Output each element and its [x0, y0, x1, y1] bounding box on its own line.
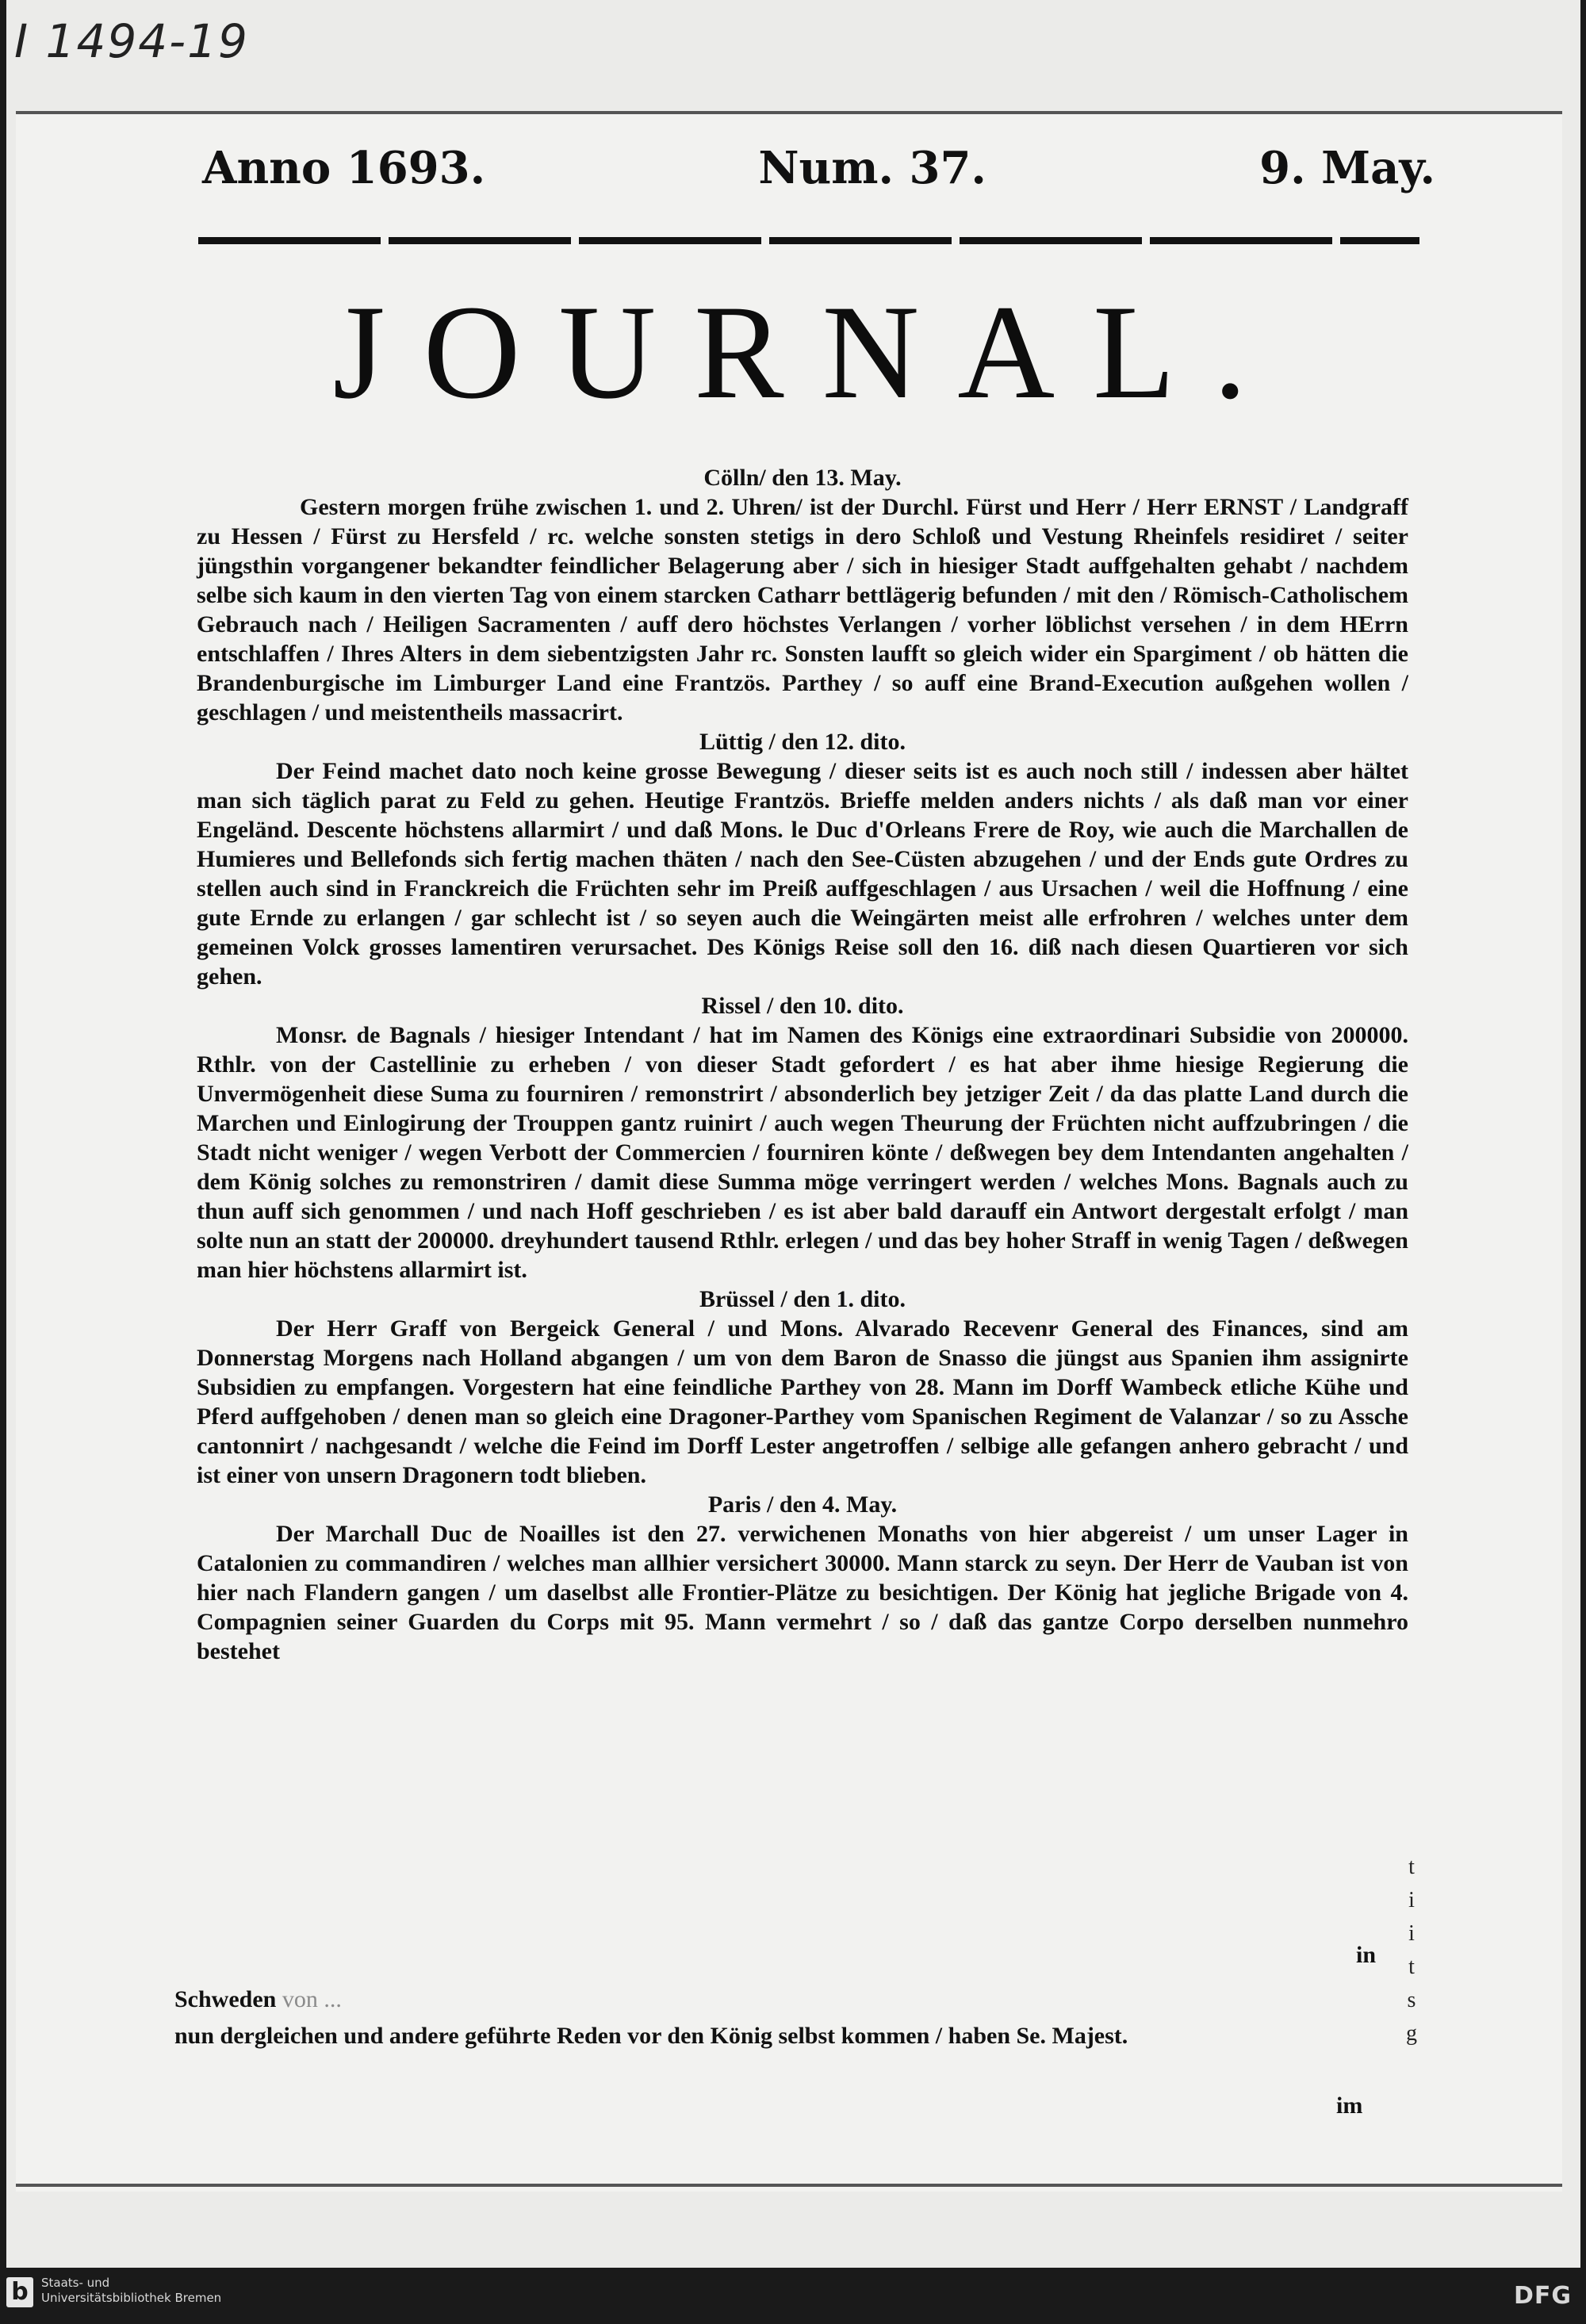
masthead-number: Num. 37. [758, 142, 986, 194]
lower-line-1 [174, 1981, 1412, 2018]
page-bottom-edge [16, 2184, 1562, 2187]
article-text: Der Herr Graff von Bergeick General / und Mons. Alvarado Recevenr General des Finances, sind am Donnerstag Morgens nach Holland abgangen / um von dem Baron de Snasso die jüngst aus Spanien ihm assignirte Subsidien zu empfangen. Vorgestern hat eine feindliche Parthey von 28. Mann im Dorff Wambeck etliche Kühe und Pferd auffgehoben / denen man so gleich eine Dragoner-Parthey vom Spanischen Regiment de Valanzar / so zu Assche cantonnirt / nachgesandt / welche die Feind im Dorff Lester angetroffen / selbige alle gefangen anhero gebracht / und ist einer von unsern Dragonern todt blieben. [197, 1315, 1408, 1488]
lower-text-block [174, 1981, 1412, 2054]
masthead [202, 142, 1435, 194]
article-dateline: Brüssel / den 1. dito. [699, 1286, 906, 1312]
catchword: in [1356, 1942, 1377, 1968]
dfg-logo: DFG [1513, 2282, 1572, 2310]
lower-line-1-start: Schweden [174, 1986, 277, 2012]
page-title: JOURNAL. [332, 278, 1285, 427]
article-dateline: Paris / den 4. May. [707, 1491, 898, 1518]
article-text: Der Feind machet dato noch keine grosse Bewegung / dieser seits ist es auch noch still / indessen aber hältet man sich täglich parat zu Feld zu gehen. Heutige Frantzös. Brieffe melden anders nichts / als daß man vor einer Engeländ. Descente höchstens allarmirt / und daß Mons. le Duc d'Orleans Frere de Roy, wie auch die Marchallen de Humieres und Bellefonds sich fertig machen thäten / nach den See-Cüsten abzugehen / und der Ends gute Ordres zu stellen auch sind in Franckreich die Früchten sehr im Preiß auffgeschlagen / aus Ursachen / weil die Hoffnung / eine gute Ernde zu erlangen / gar schlecht ist / so seyen auch die Weingärten meist alle erfrohren / welches unter dem gemeinen Volck grosses lamentiren verursachet. Des Königs Reise soll den 16. diß nach diesen Quartieren vor sich gehen. [197, 758, 1408, 990]
article-text: Gestern morgen frühe zwischen 1. und 2. Uhren/ ist der Durchl. Fürst und Herr / Herr ERNST / Landgraff zu Hessen / Fürst zu Hersfeld / rc. welche sonsten stetigs in dero Schloß und Vestung Rheinfels residiret / seiter jüngsthin vorgangener bekandter feindlicher Belagerung aber / sich in hiesiger Stadt auffgehalten gehabt / nachdem selbe sich kaum in den vierten Tag von einem starcken Catharr bettlägerig befunden / mit den / Römisch-Catholischem Gebrauch nach / Heiligen Sacramenten / auff dero höchstes Verlangen / vorher löblichst versehen / in dem HErrn entschlaffen / Ihres Alters in dem siebentzigsten Jahr rc. Sonsten laufft so gleich wider ein Spargiment / ob hätten die Brandenburgische im Limburger Land eine Frantzös. Parthey / so auff eine Brand-Execution außgehen wollen / geschlagen / und meistentheils massacrirt. [197, 494, 1408, 726]
margin-mark: i [1408, 1921, 1415, 1946]
newspaper-page [16, 111, 1562, 2192]
margin-mark: i [1408, 1888, 1415, 1912]
article-body [197, 463, 1408, 1666]
margin-mark: t [1408, 1955, 1415, 1979]
article-dateline: Cölln/ den 13. May. [703, 465, 902, 491]
library-name-line-1: Staats- und [41, 2276, 110, 2290]
footer-bar [0, 2268, 1586, 2324]
library-logo-icon: b [6, 2277, 33, 2307]
margin-mark: t [1408, 1855, 1415, 1879]
handwritten-shelfmark: I 1494-19 [14, 14, 249, 68]
article-text: Monsr. de Bagnals / hiesiger Intendant / hat im Namen des Königs eine extraordinari Subsidie von 200000. Rthlr. von der Castellinie zu erheben / von dieser Stadt gefordert / es hat aber ihme hiesige Regierung die Unvermögenheit diese Suma zu fourniren / remonstrirt / absonderlich bey jetziger Zeit / da das platte Land durch die Marchen und Einlogirung der Trouppen gantz ruinirt / auch wegen Theurung der Früchten nicht auffzubringen / die Stadt nicht weniger / wegen Verbott der Commercien / fourniren könte / deßwegen bey dem Intendanten angehalten / dem König solches zu remonstriren / damit diese Summa möge verringert werden / welches Mons. Bagnals auch zu thun auff sich genommen / und nach Hoff geschrieben / es ist aber bald darauff ein Antwort dergestalt erfolgt / man solte nun an statt der 200000. dreyhundert tausend Rthlr. erlegen / und das bey hoher Straff in wenig Tagen / deßwegen man hier höchstens allarmirt ist. [197, 1022, 1408, 1283]
masthead-rule [198, 237, 1419, 244]
lower-line-1-faint: von ... [282, 1986, 342, 2012]
masthead-date: 9. May. [1259, 142, 1435, 194]
scanned-sheet [6, 0, 1580, 2324]
catchword-bottom: im [1336, 2092, 1363, 2119]
margin-mark: g [1406, 2021, 1417, 2046]
article-dateline: Lüttig / den 12. dito. [699, 729, 906, 755]
article-text: Der Marchall Duc de Noailles ist den 27. verwichenen Monaths von hier abgereist / um unser Lager in Catalonien zu commandiren / welches man allhier versichert 30000. Mann starck zu seyn. Der Herr de Vauban ist von hier nach Flandern gangen / um daselbst alle Frontier-Plätze zu besichtigen. Der König hat jegliche Brigade von 4. Compagnien seiner Guarden du Corps mit 95. Mann vermehrt / so / daß das gantze Corpo derselben nunmehro bestehet [197, 1521, 1408, 1664]
margin-mark: s [1407, 1988, 1416, 2012]
article-dateline: Rissel / den 10. dito. [701, 993, 904, 1019]
library-name-line-2: Universitätsbibliothek Bremen [41, 2291, 222, 2305]
library-name [41, 2276, 221, 2306]
lower-line-2: nun dergleichen und andere geführte Reden vor den König selbst kommen / haben Se. Majest. [174, 2023, 1128, 2049]
masthead-year: Anno 1693. [202, 142, 486, 194]
